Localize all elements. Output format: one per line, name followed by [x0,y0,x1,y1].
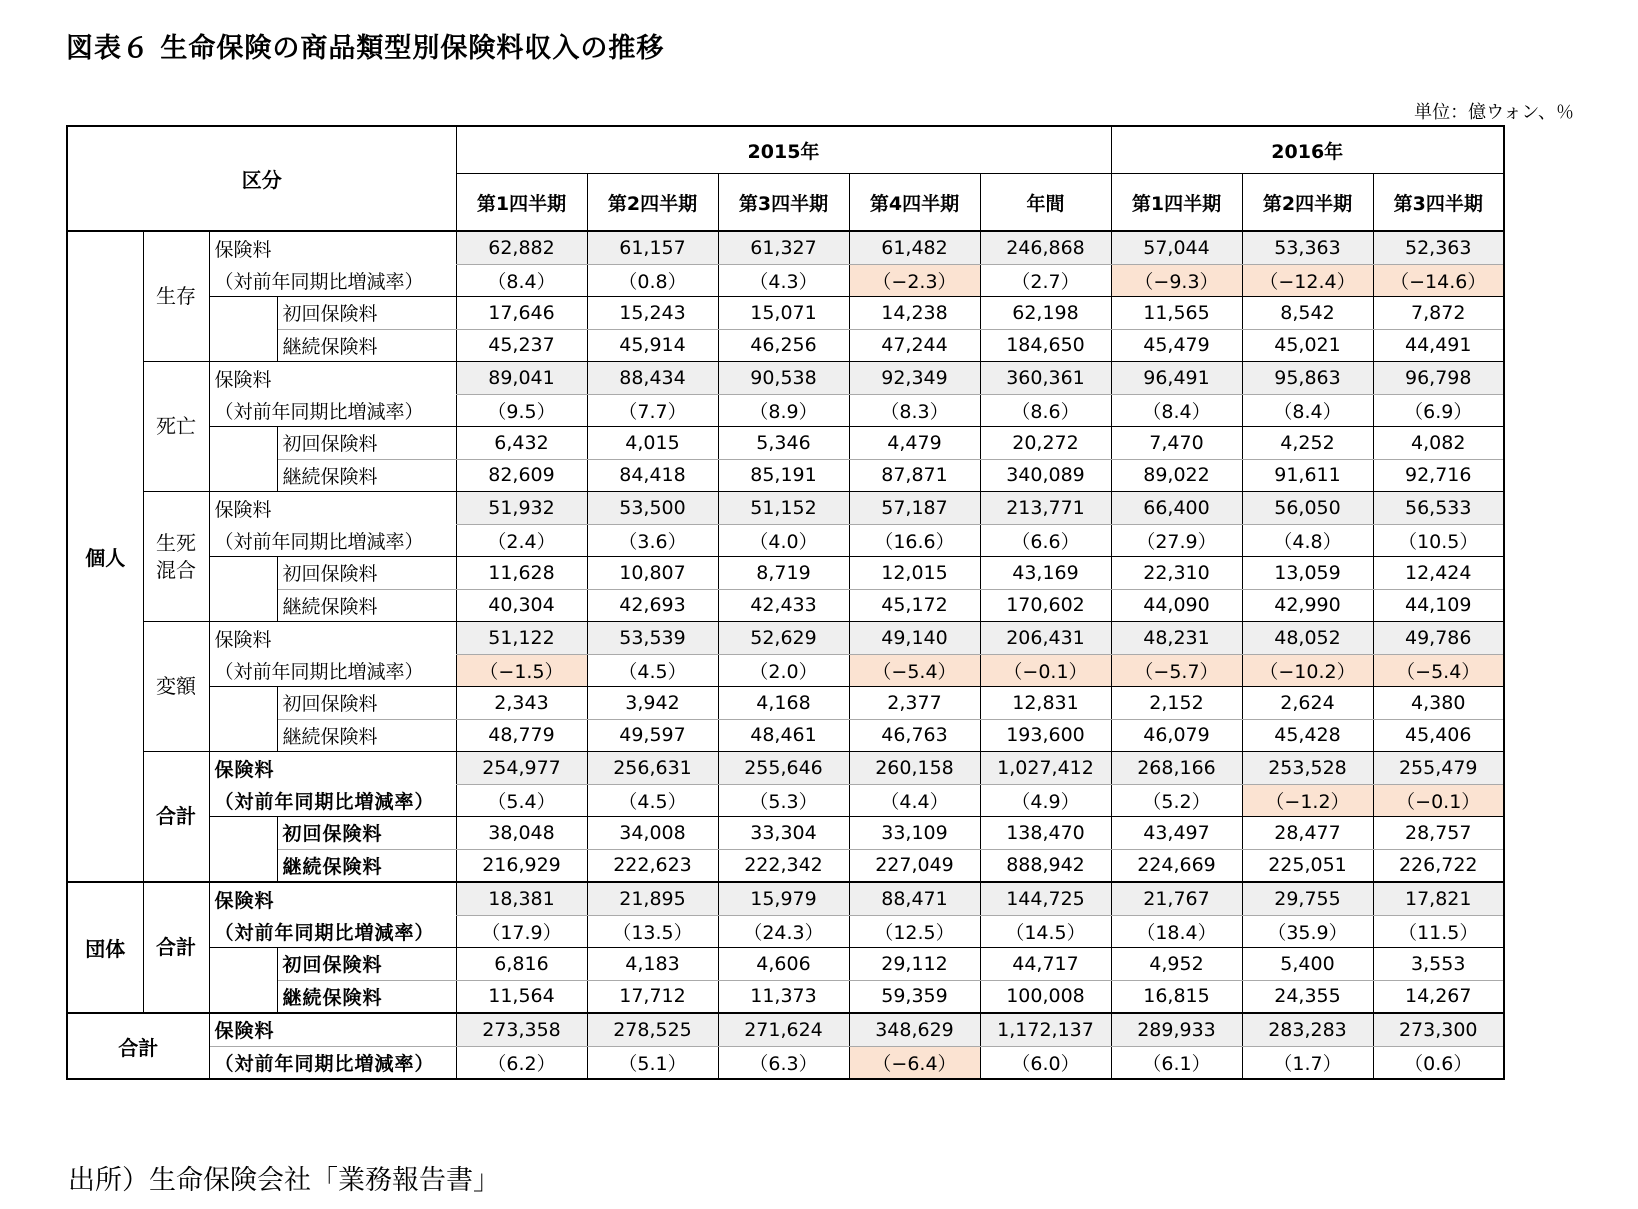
table-cell: （6.6） [980,524,1111,557]
header-annual: 年間 [980,174,1111,232]
table-cell: 225,051 [1242,849,1373,882]
table-cell: 3,942 [587,687,718,720]
table-row [67,752,1504,785]
row-label-first-premium: 初回保険料 [277,948,456,981]
table-cell: 227,049 [849,849,980,882]
table-cell: 11,565 [1111,297,1242,330]
table-row [67,492,1504,525]
row-label-premium: 保険料 [209,882,456,915]
table-cell: 24,355 [1242,980,1373,1013]
table-cell: （−1.5） [456,654,587,687]
indent-spacer [209,817,277,883]
table-cell: （8.6） [980,394,1111,427]
unit-label: 単位：億ウォン、％ [1414,102,1574,123]
table-cell: （5.1） [587,1046,718,1079]
table-cell: （4.3） [718,264,849,297]
table-cell: （14.5） [980,915,1111,948]
table-row [67,784,1504,817]
row-label-premium: 保険料 [209,231,456,264]
table-cell: （27.9） [1111,524,1242,557]
table-cell: 1,172,137 [980,1013,1111,1046]
indent-spacer [209,297,277,362]
table-cell: （−14.6） [1373,264,1504,297]
table-cell: 53,363 [1242,231,1373,264]
table-cell: 89,041 [456,362,587,395]
table-cell: 255,479 [1373,752,1504,785]
table-cell: 46,079 [1111,719,1242,752]
table-cell: 17,646 [456,297,587,330]
table-cell: 11,373 [718,980,849,1013]
table-cell: 29,112 [849,948,980,981]
table-row [67,849,1504,882]
table-cell: 38,048 [456,817,587,850]
table-row [67,980,1504,1013]
table-cell: （6.2） [456,1046,587,1079]
subcategory-dantai_total: 合計 [143,882,209,1013]
table-row [67,948,1504,981]
table-cell: （−0.1） [980,654,1111,687]
table-cell: （2.7） [980,264,1111,297]
table-cell: 14,238 [849,297,980,330]
table-cell: （6.9） [1373,394,1504,427]
table-cell: （−2.3） [849,264,980,297]
row-label-premium: 保険料 [209,1013,456,1046]
table-cell: （17.9） [456,915,587,948]
table-cell: 144,725 [980,882,1111,915]
table-cell: 2,377 [849,687,980,720]
table-cell: 42,433 [718,589,849,622]
table-cell: 4,015 [587,427,718,460]
table-cell: 45,172 [849,589,980,622]
indent-spacer [209,687,277,752]
table-cell: （−9.3） [1111,264,1242,297]
table-cell: （0.6） [1373,1046,1504,1079]
table-cell: （−10.2） [1242,654,1373,687]
table-cell: 5,400 [1242,948,1373,981]
table-cell: （3.6） [587,524,718,557]
table-cell: 49,140 [849,622,980,655]
table-row [67,231,1504,264]
table-cell: 4,252 [1242,427,1373,460]
row-label-premium: 保険料 [209,492,456,525]
table-cell: 138,470 [980,817,1111,850]
row-label-first-premium: 初回保険料 [277,687,456,720]
table-cell: 206,431 [980,622,1111,655]
table-cell: （6.3） [718,1046,849,1079]
table-cell: 12,424 [1373,557,1504,590]
table-row [67,1046,1504,1079]
table-row [67,654,1504,687]
table-row [67,882,1504,915]
table-cell: 90,538 [718,362,849,395]
table-cell: 216,929 [456,849,587,882]
table-cell: （16.6） [849,524,980,557]
table-cell: （35.9） [1242,915,1373,948]
table-cell: 7,470 [1111,427,1242,460]
table-cell: （8.4） [1111,394,1242,427]
row-label-renewal-premium: 継続保険料 [282,465,378,488]
row-label-first-premium: 初回保険料 [277,297,456,330]
row-label-yoy: （対前年同期比増減率） [209,524,456,557]
table-cell: 57,187 [849,492,980,525]
table-cell: 42,693 [587,589,718,622]
table-cell: 222,623 [587,849,718,882]
table-cell: （2.0） [718,654,849,687]
table-cell: 7,872 [1373,297,1504,330]
table-cell: 226,722 [1373,849,1504,882]
table-cell: 95,863 [1242,362,1373,395]
table-cell: 271,624 [718,1013,849,1046]
row-label-renewal-premium: 継続保険料 [282,725,378,748]
table-cell: （−5.7） [1111,654,1242,687]
table-cell: 340,089 [980,459,1111,492]
table-cell: （4.9） [980,784,1111,817]
table-cell: 10,807 [587,557,718,590]
table-cell: 96,491 [1111,362,1242,395]
category-grand-total: 合計 [67,1013,209,1079]
row-label-premium: 保険料 [209,752,456,785]
header-quarter: 第3四半期 [718,174,849,232]
table-cell: （1.7） [1242,1046,1373,1079]
table-cell: 89,022 [1111,459,1242,492]
table-cell: 87,871 [849,459,980,492]
subcategory-shibo: 死亡 [143,362,209,492]
table-cell: 82,609 [456,459,587,492]
table-cell: 224,669 [1111,849,1242,882]
row-label-renewal-premium: 継続保険料 [282,986,383,1009]
table-cell: 56,533 [1373,492,1504,525]
table-cell: （4.4） [849,784,980,817]
table-cell: （13.5） [587,915,718,948]
table-cell: 11,564 [456,980,587,1013]
table-cell: 43,169 [980,557,1111,590]
table-cell: 253,528 [1242,752,1373,785]
row-label-first-premium: 初回保険料 [277,427,456,460]
table-cell: 48,052 [1242,622,1373,655]
row-label-first-premium: 初回保険料 [277,557,456,590]
table-cell: （6.0） [980,1046,1111,1079]
subcategory-kojin_total: 合計 [143,752,209,883]
table-cell: 96,798 [1373,362,1504,395]
table-cell: 49,597 [587,719,718,752]
table-cell: 4,606 [718,948,849,981]
row-label-premium: 保険料 [209,622,456,655]
table-cell: 85,191 [718,459,849,492]
table-row [67,264,1504,297]
table-cell: 278,525 [587,1013,718,1046]
table-cell: （8.3） [849,394,980,427]
header-quarter: 第1四半期 [456,174,587,232]
row-label-yoy: （対前年同期比増減率） [209,784,456,817]
table-cell: 17,821 [1373,882,1504,915]
table-cell: （5.3） [718,784,849,817]
header-quarter: 第3四半期 [1373,174,1504,232]
table-cell: 22,310 [1111,557,1242,590]
table-cell: （11.5） [1373,915,1504,948]
table-cell: 222,342 [718,849,849,882]
table-cell: 360,361 [980,362,1111,395]
indent-spacer [209,557,277,622]
table-cell: （4.0） [718,524,849,557]
table-cell: （−6.4） [849,1046,980,1079]
table-cell: 268,166 [1111,752,1242,785]
table-cell: （8.4） [456,264,587,297]
table-cell: （8.9） [718,394,849,427]
table-cell: 44,109 [1373,589,1504,622]
category-group: 団体 [67,882,143,1013]
row-label-first-premium: 初回保険料 [277,817,456,850]
table-row [67,427,1504,460]
table-cell: 100,008 [980,980,1111,1013]
table-cell: （4.8） [1242,524,1373,557]
table-cell: （5.4） [456,784,587,817]
table-row [67,1013,1504,1046]
table-cell: 888,942 [980,849,1111,882]
header-quarter: 第2四半期 [1242,174,1373,232]
table-row [67,557,1504,590]
table-cell: 20,272 [980,427,1111,460]
table-cell: 52,629 [718,622,849,655]
table-cell: 62,198 [980,297,1111,330]
table-cell: 49,786 [1373,622,1504,655]
table-cell: （24.3） [718,915,849,948]
category-individual: 個人 [67,231,143,882]
table-cell: 17,712 [587,980,718,1013]
table-cell: （−0.1） [1373,784,1504,817]
table-cell: 61,157 [587,231,718,264]
table-cell: 51,122 [456,622,587,655]
table-cell: 56,050 [1242,492,1373,525]
subcategory-seizon: 生存 [143,231,209,362]
table-cell: 4,952 [1111,948,1242,981]
header-kubun: 区分 [67,126,456,231]
table-cell: 6,816 [456,948,587,981]
premium-table [66,125,1505,1080]
table-cell: 61,482 [849,231,980,264]
table-cell: 45,914 [587,329,718,362]
table-row [67,719,1504,752]
table-cell: 3,553 [1373,948,1504,981]
table-cell: 184,650 [980,329,1111,362]
table-cell: 48,231 [1111,622,1242,655]
header-quarter: 第4四半期 [849,174,980,232]
table-cell: （8.4） [1242,394,1373,427]
table-cell: 28,477 [1242,817,1373,850]
table-cell: 260,158 [849,752,980,785]
table-cell: 2,152 [1111,687,1242,720]
table-cell: （−5.4） [1373,654,1504,687]
table-cell: 44,717 [980,948,1111,981]
indent-spacer [209,427,277,492]
table-cell: （5.2） [1111,784,1242,817]
table-row [67,589,1504,622]
table-cell: 2,624 [1242,687,1373,720]
table-cell: （7.7） [587,394,718,427]
table-cell: 4,082 [1373,427,1504,460]
header-year-2016: 2016年 [1111,126,1504,174]
table-cell: 18,381 [456,882,587,915]
table-row [67,297,1504,330]
table-cell: 53,539 [587,622,718,655]
row-label-yoy: （対前年同期比増減率） [209,915,456,948]
table-cell: 273,300 [1373,1013,1504,1046]
table-cell: 33,109 [849,817,980,850]
table-cell: 6,432 [456,427,587,460]
table-cell: 44,491 [1373,329,1504,362]
table-cell: 2,343 [456,687,587,720]
table-row [67,817,1504,850]
table-cell: 44,090 [1111,589,1242,622]
table-cell: 283,283 [1242,1013,1373,1046]
table-cell: 61,327 [718,231,849,264]
table-cell: 92,716 [1373,459,1504,492]
table-cell: （18.4） [1111,915,1242,948]
table-cell: 16,815 [1111,980,1242,1013]
indent-spacer [209,948,277,1014]
table-cell: 46,763 [849,719,980,752]
table-row [67,687,1504,720]
table-cell: 348,629 [849,1013,980,1046]
table-cell: 47,244 [849,329,980,362]
table-cell: 4,183 [587,948,718,981]
row-label-premium: 保険料 [209,362,456,395]
table-cell: 45,406 [1373,719,1504,752]
table-cell: 21,895 [587,882,718,915]
row-label-yoy: （対前年同期比増減率） [209,264,456,297]
table-cell: 62,882 [456,231,587,264]
table-cell: 91,611 [1242,459,1373,492]
table-cell: 14,267 [1373,980,1504,1013]
table-cell: 88,471 [849,882,980,915]
table-cell: 40,304 [456,589,587,622]
table-row [67,915,1504,948]
header-quarter: 第2四半期 [587,174,718,232]
table-cell: 273,358 [456,1013,587,1046]
header-year-2015: 2015年 [456,126,1111,174]
table-cell: 48,461 [718,719,849,752]
subcategory-hengaku: 変額 [143,622,209,752]
table-cell: 28,757 [1373,817,1504,850]
table-cell: 12,831 [980,687,1111,720]
table-cell: 11,628 [456,557,587,590]
table-cell: 33,304 [718,817,849,850]
table-cell: 8,719 [718,557,849,590]
table-cell: 45,479 [1111,329,1242,362]
row-label-renewal-premium: 継続保険料 [282,335,378,358]
table-cell: 4,380 [1373,687,1504,720]
table-row [67,622,1504,655]
table-cell: 255,646 [718,752,849,785]
row-label-renewal-premium: 継続保険料 [282,595,378,618]
table-row [67,329,1504,362]
table-cell: 57,044 [1111,231,1242,264]
table-cell: 48,779 [456,719,587,752]
table-row [67,362,1504,395]
table-cell: 193,600 [980,719,1111,752]
table-cell: 52,363 [1373,231,1504,264]
table-cell: 45,021 [1242,329,1373,362]
page-title: 図表６ 生命保険の商品類型別保険料収入の推移 [66,33,665,64]
row-label-renewal-premium: 継続保険料 [282,855,383,878]
table-cell: 5,346 [718,427,849,460]
table-row [67,394,1504,427]
table-cell: 15,071 [718,297,849,330]
table-cell: （4.5） [587,784,718,817]
row-label-yoy: （対前年同期比増減率） [209,394,456,427]
table-cell: 66,400 [1111,492,1242,525]
table-cell: （−1.2） [1242,784,1373,817]
table-cell: 8,542 [1242,297,1373,330]
table-row [67,524,1504,557]
table-cell: 29,755 [1242,882,1373,915]
table-cell: 34,008 [587,817,718,850]
table-cell: 15,243 [587,297,718,330]
table-cell: （−12.4） [1242,264,1373,297]
subcategory-konkou: 生死 混合 [143,492,209,622]
table-cell: 88,434 [587,362,718,395]
table-cell: （12.5） [849,915,980,948]
table-cell: 15,979 [718,882,849,915]
table-cell: 256,631 [587,752,718,785]
table-cell: 84,418 [587,459,718,492]
row-label-yoy: （対前年同期比増減率） [209,654,456,687]
table-cell: 51,152 [718,492,849,525]
table-cell: 43,497 [1111,817,1242,850]
row-label-yoy: （対前年同期比増減率） [214,1052,435,1075]
table-cell: （9.5） [456,394,587,427]
table-cell: 213,771 [980,492,1111,525]
table-cell: 46,256 [718,329,849,362]
table-cell: 21,767 [1111,882,1242,915]
table-cell: 289,933 [1111,1013,1242,1046]
table-cell: （4.5） [587,654,718,687]
table-cell: 4,168 [718,687,849,720]
table-cell: 1,027,412 [980,752,1111,785]
table-cell: 42,990 [1242,589,1373,622]
table-cell: 59,359 [849,980,980,1013]
table-cell: 12,015 [849,557,980,590]
table-cell: 51,932 [456,492,587,525]
table-cell: 45,428 [1242,719,1373,752]
table-cell: （2.4） [456,524,587,557]
table-cell: 4,479 [849,427,980,460]
table-cell: 13,059 [1242,557,1373,590]
table-cell: 254,977 [456,752,587,785]
table-cell: （10.5） [1373,524,1504,557]
table-cell: 92,349 [849,362,980,395]
table-cell: （6.1） [1111,1046,1242,1079]
table-cell: 45,237 [456,329,587,362]
table-cell: （0.8） [587,264,718,297]
table-cell: 53,500 [587,492,718,525]
header-quarter: 第1四半期 [1111,174,1242,232]
table-cell: 246,868 [980,231,1111,264]
table-row [67,459,1504,492]
source-note: 出所）生命保険会社「業務報告書」 [68,1165,500,1196]
table-cell: （−5.4） [849,654,980,687]
table-cell: 170,602 [980,589,1111,622]
